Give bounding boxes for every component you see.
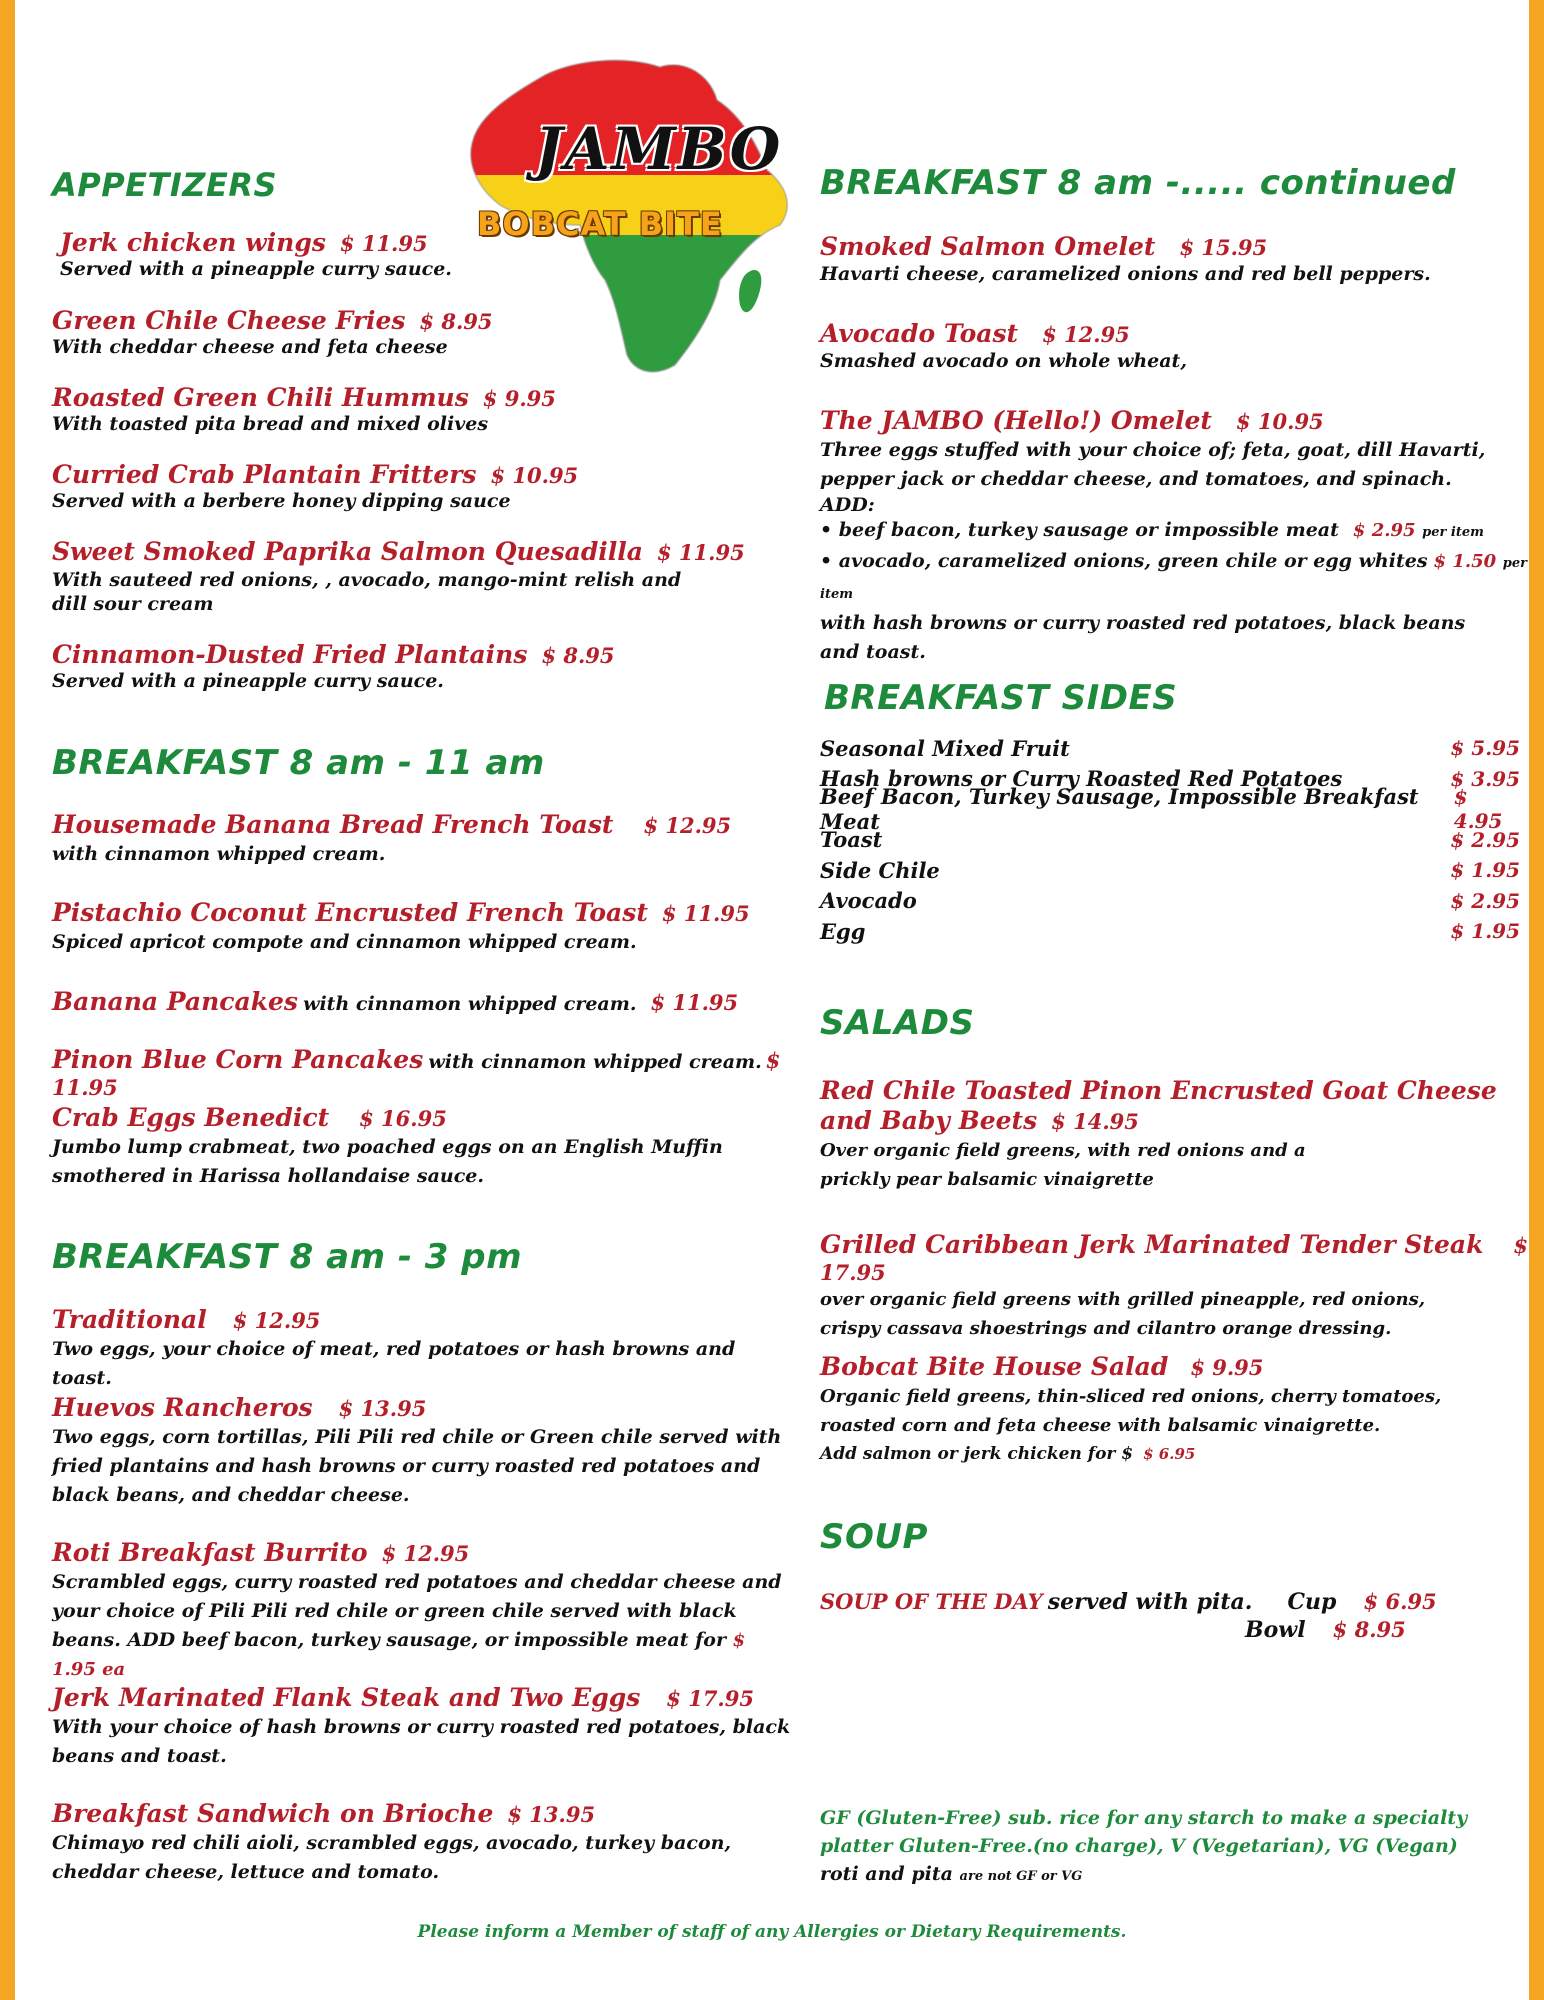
menu-item	[60, 228, 800, 280]
item-name: Avocado Toast	[820, 319, 1019, 348]
item-name: Sweet Smoked Paprika Salmon Quesadilla	[52, 537, 643, 566]
item-price: $ 12.95	[643, 813, 732, 838]
menu-item	[52, 1103, 792, 1191]
side-price: $ 2.95	[1450, 827, 1520, 852]
item-name: Jerk Marinated Flank Steak and Two Eggs	[52, 1683, 641, 1712]
side-price: $ 4.95	[1453, 785, 1503, 834]
item-desc: roasted corn and feta cheese with balsamic vinaigrette.	[820, 1415, 1381, 1436]
item-name: Bobcat Bite House Salad	[820, 1352, 1169, 1381]
menu-item	[52, 898, 792, 957]
menu-item	[52, 1045, 792, 1100]
list-item	[820, 886, 1520, 917]
item-desc: Chimayo red chili aioli, scrambled eggs, avocado, turkey bacon,	[52, 1832, 732, 1854]
item-name: Jerk chicken wings	[60, 228, 326, 257]
item-name: Roasted Green Chili Hummus	[52, 383, 469, 412]
side-price: $ 3.95	[1450, 766, 1520, 791]
item-inline-desc: served with pita.	[1047, 1589, 1253, 1615]
item-name: Crab Eggs Benedict	[52, 1103, 330, 1132]
side-name: Hash browns or Curry Roasted Red Potatoes	[820, 766, 1343, 792]
item-price: $ 14.95	[1051, 1109, 1139, 1134]
item-price: $ 12.95	[381, 1541, 470, 1566]
item-desc: and toast.	[820, 641, 926, 663]
item-desc: With sauteed red onions, , avocado, mango-mint relish and	[52, 569, 682, 591]
menu-item	[52, 1799, 792, 1887]
item-desc: Organic field greens, thin-sliced red onions, cherry tomatoes,	[820, 1386, 1442, 1407]
logo-bobcat-text: BOBCAT BITE	[477, 205, 723, 243]
menu-item	[52, 1683, 792, 1771]
item-price: $ 10.95	[1235, 409, 1324, 434]
item-name: SOUP OF THE DAY	[820, 1589, 1043, 1614]
section-breakfast-morning-title: BREAKFAST 8 am - 11 am	[52, 743, 545, 783]
item-desc: over organic field greens with grilled pineapple, red onions,	[820, 1289, 1425, 1310]
dietary-note	[820, 1804, 1540, 1891]
addon-line: • beef bacon, turkey sausage or impossible meat	[820, 519, 1339, 541]
side-name: Beef Bacon, Turkey Sausage, Impossible Breakfast Meat	[820, 784, 1419, 835]
logo-jambo-text: JAMBO	[535, 115, 783, 183]
side-name: Avocado	[820, 888, 917, 914]
item-name: and Baby Beets	[820, 1106, 1038, 1135]
item-inline-desc: with cinnamon whipped cream.	[303, 993, 637, 1015]
item-desc: black beans, and cheddar cheese.	[52, 1484, 410, 1506]
item-desc: Spiced apricot compote and cinnamon whipped cream.	[52, 931, 637, 953]
item-desc: pepper jack or cheddar cheese, and tomatoes, and spinach.	[820, 468, 1452, 490]
item-desc: your choice of Pili Pili red chile or green chile served with black	[52, 1600, 737, 1622]
item-desc: Havarti cheese, caramelized onions and red bell peppers.	[820, 263, 1431, 285]
menu-item	[52, 537, 792, 615]
item-desc: Two eggs, corn tortillas, Pili Pili red chile or Green chile served with	[52, 1426, 782, 1448]
menu-item	[52, 383, 792, 435]
bowl-price: $ 8.95	[1332, 1617, 1406, 1642]
item-desc: Served with a pineapple curry sauce.	[60, 258, 452, 280]
side-price: $ 2.95	[1450, 888, 1520, 913]
item-desc: With your choice of hash browns or curry roasted red potatoes, black	[52, 1716, 791, 1738]
item-price: $ 10.95	[490, 463, 579, 488]
menu-item	[820, 319, 1544, 373]
item-price: $ 9.95	[482, 386, 556, 411]
list-item	[820, 733, 1520, 764]
side-name: Egg	[820, 918, 866, 944]
item-inline-desc: with cinnamon whipped cream.	[428, 1051, 762, 1073]
item-desc: fried plantains and hash browns or curry roasted red potatoes and	[52, 1455, 761, 1477]
side-name: Side Chile	[820, 857, 940, 883]
item-price: $ 16.95	[359, 1106, 447, 1131]
addon-unit: per item	[1422, 525, 1484, 540]
item-desc: with cinnamon whipped cream.	[52, 843, 386, 865]
item-price: $ 9.95	[1190, 1355, 1264, 1380]
item-price: $ 8.95	[419, 309, 493, 334]
item-desc: smothered in Harissa hollandaise sauce.	[52, 1165, 484, 1187]
item-price: $ 12.95	[232, 1308, 321, 1333]
item-desc: dill sour cream	[52, 593, 214, 615]
item-name: Banana Pancakes	[52, 987, 299, 1016]
menu-item	[52, 1393, 792, 1510]
list-item	[820, 916, 1520, 947]
menu-item	[52, 460, 792, 512]
item-name: Curried Crab Plantain Fritters	[52, 460, 477, 489]
addon-price: $ 2.95	[1352, 520, 1416, 541]
item-name: Huevos Rancheros	[52, 1393, 313, 1422]
item-price: $ 12.95	[1042, 322, 1130, 347]
side-price: $ 1.95	[1450, 858, 1520, 883]
item-desc: Served with a berbere honey dipping sauce	[52, 490, 511, 512]
item-desc: beans and toast.	[52, 1745, 227, 1767]
item-name: Cinnamon-Dusted Fried Plantains	[52, 640, 528, 669]
menu-item	[52, 640, 792, 692]
cup-label: Cup	[1287, 1589, 1337, 1615]
list-item	[820, 784, 1520, 835]
menu-item	[820, 1352, 1544, 1469]
menu-item	[52, 987, 792, 1017]
item-name: Grilled Caribbean Jerk Marinated Tender Steak	[820, 1230, 1484, 1259]
item-name: Traditional	[52, 1305, 207, 1334]
item-desc: Over organic field greens, with red onions and a	[820, 1140, 1306, 1161]
item-desc: prickly pear balsamic vinaigrette	[820, 1169, 1154, 1190]
item-desc: Scrambled eggs, curry roasted red potatoes and cheddar cheese and	[52, 1571, 782, 1593]
item-desc: Served with a pineapple curry sauce.	[52, 670, 444, 692]
item-name: Green Chile Cheese Fries	[52, 306, 406, 335]
menu-item	[52, 1305, 792, 1393]
allergy-footer: Please inform a Member of staff of any Allergies or Dietary Requirements.	[417, 1922, 1127, 1942]
note-line: platter Gluten-Free.(no charge), V (Vegetarian), VG (Vegan)	[820, 1835, 1458, 1857]
item-name: The JAMBO (Hello!) Omelet	[820, 406, 1212, 435]
item-price: $ 13.95	[338, 1396, 427, 1421]
menu-item	[820, 406, 1544, 667]
soup-item	[820, 1587, 1544, 1643]
item-name: Roti Breakfast Burrito	[52, 1538, 368, 1567]
item-desc: beans. ADD beef bacon, turkey sausage, or impossible meat for	[52, 1629, 726, 1651]
menu-page	[15, 0, 1529, 2000]
list-item	[820, 855, 1520, 886]
item-desc: Smashed avocado on whole wheat,	[820, 350, 1187, 372]
item-desc: cheddar cheese, lettuce and tomato.	[52, 1861, 440, 1883]
item-desc: Three eggs stuffed with your choice of; feta, goat, dill Havarti,	[820, 439, 1486, 461]
note-line: roti and pita	[820, 1863, 953, 1885]
menu-item	[52, 810, 792, 869]
item-price: $ 11.95	[661, 901, 750, 926]
item-addon-price: $ 1.95 ea	[52, 1630, 746, 1680]
item-price: $ 15.95	[1179, 235, 1268, 260]
item-price: $ 11.95	[650, 990, 739, 1015]
section-breakfast-continued-title: BREAKFAST 8 am -..... continued	[820, 163, 1456, 203]
item-desc: With toasted pita bread and mixed olives	[52, 413, 489, 435]
item-desc: Jumbo lump crabmeat, two poached eggs on an English Muffin	[52, 1136, 723, 1158]
side-name: Seasonal Mixed Fruit	[820, 735, 1070, 761]
item-name: Red Chile Toasted Pinon Encrusted Goat Cheese	[820, 1076, 1497, 1105]
note-line: are not GF or VG	[959, 1869, 1083, 1884]
menu-item	[820, 1230, 1544, 1343]
item-name: Breakfast Sandwich on Brioche	[52, 1799, 494, 1828]
addon-price: $ 1.50	[1433, 551, 1497, 572]
menu-item	[820, 232, 1544, 286]
menu-item	[52, 306, 792, 358]
item-price: $ 11.95	[657, 540, 745, 565]
item-desc: ADD:	[820, 494, 875, 516]
item-desc: With cheddar cheese and feta cheese	[52, 336, 448, 358]
cup-price: $ 6.95	[1363, 1589, 1437, 1614]
item-desc: with hash browns or curry roasted red potatoes, black beans	[820, 612, 1466, 634]
sides-list	[820, 733, 1520, 947]
section-soup-title: SOUP	[820, 1517, 928, 1557]
item-desc: Add salmon or jerk chicken for $	[820, 1444, 1134, 1464]
addon-line: • avocado, caramelized onions, green chile or egg whites	[820, 550, 1428, 572]
side-name: Toast	[820, 827, 883, 853]
item-desc: crispy cassava shoestrings and cilantro orange dressing.	[820, 1318, 1392, 1339]
item-desc: Two eggs, your choice of meat, red potatoes or hash browns and toast.	[52, 1338, 736, 1389]
bowl-label: Bowl	[1245, 1617, 1306, 1643]
item-name: Pinon Blue Corn Pancakes	[52, 1045, 424, 1074]
item-price: $ 17.95	[666, 1686, 754, 1711]
side-price: $ 5.95	[1450, 736, 1520, 761]
menu-item	[52, 1538, 792, 1684]
section-appetizers-title: APPETIZERS	[52, 166, 278, 204]
item-price: $ 13.95	[507, 1802, 596, 1827]
item-price: $ 8.95	[541, 643, 615, 668]
note-line: GF (Gluten-Free) sub. rice for any starch to make a specialty	[820, 1807, 1468, 1829]
item-addon-price: $ 6.95	[1143, 1445, 1196, 1463]
menu-item	[820, 1076, 1544, 1194]
item-name: Smoked Salmon Omelet	[820, 232, 1156, 261]
item-name: Pistachio Coconut Encrusted French Toast	[52, 898, 648, 927]
item-name: Housemade Banana Bread French Toast	[52, 810, 614, 839]
section-salads-title: SALADS	[820, 1003, 975, 1043]
side-price: $ 1.95	[1450, 919, 1520, 944]
item-price: $ 11.95	[339, 231, 428, 256]
section-sides-title: BREAKFAST SIDES	[824, 678, 1178, 718]
item-price: $ 11.95	[52, 1048, 781, 1100]
section-breakfast-allday-title: BREAKFAST 8 am - 3 pm	[52, 1237, 523, 1277]
item-price: $ 17.95	[820, 1233, 1529, 1285]
addon-unit: per item	[820, 556, 1528, 602]
